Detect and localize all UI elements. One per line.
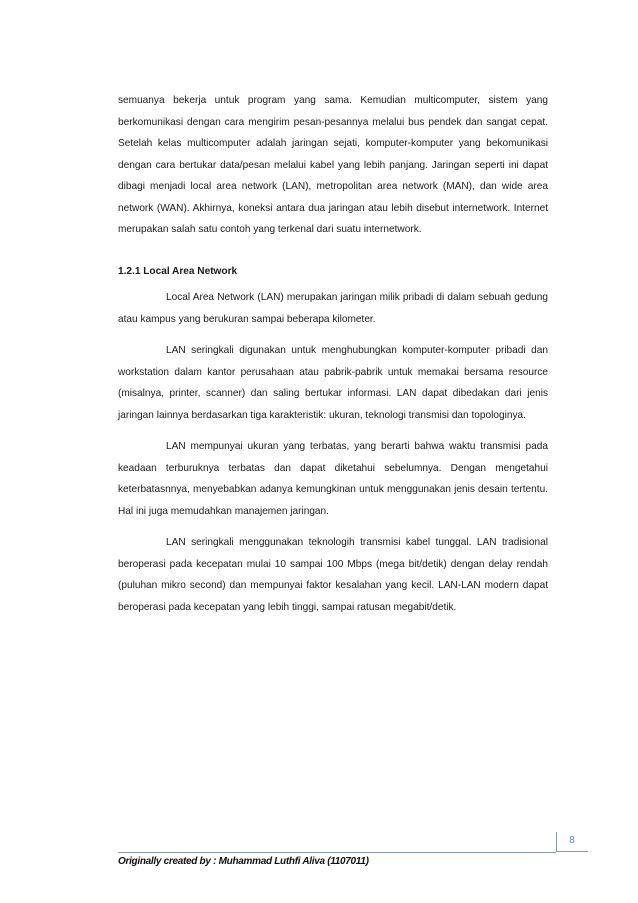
body-paragraph-2: LAN seringkali digunakan untuk menghubungkan komputer-komputer pribadi dan workstation dalam kantor perusahaan atau pabrik-pabrik untuk memakai bersama resource (misalnya, printer, scanner) dan saling bertukar informasi. LAN dapat dibedakan dari jenis jaringan lainnya berdasarkan tiga karakteristik: ukuran, teknologi transmisi dan topologinya.: [118, 345, 548, 421]
body-paragraph-4: LAN seringkali menggunakan teknologih transmisi kabel tunggal. LAN tradisional beroperasi pada kecepatan mulai 10 sampai 100 Mbps (mega bit/detik) dengan delay rendah (puluhan mikro second) dan mempunyai faktor kesalahan yang kecil. LAN-LAN modern dapat beroperasi pada kecepatan yang lebih tinggi, sampai ratusan megabit/detik.: [118, 537, 548, 613]
footer-credit: Originally created by : Muhammad Luthfi Aliva (1107011): [118, 856, 369, 867]
page-content: [118, 90, 548, 618]
page-number: 8: [569, 835, 575, 846]
footer-divider: [118, 852, 556, 853]
body-paragraph-1: Local Area Network (LAN) merupakan jaringan milik pribadi di dalam sebuah gedung atau kampus yang berukuran sampai beberapa kilometer.: [118, 292, 548, 325]
intro-paragraph: semuanya bekerja untuk program yang sama. Kemudian multicomputer, sistem yang berkomunikasi dengan cara mengirim pesan-pesannya melalui bus pendek dan sangat cepat. Setelah kelas multicomputer adalah jaringan sejati, komputer-komputer yang bekomunikasi dengan cara bertukar data/pesan melalui kabel yang lebih panjang. Jaringan seperti ini dapat dibagi menjadi local area network (LAN), metropolitan area network (MAN), dan wide area network (WAN). Akhirnya, koneksi antara dua jaringan atau lebih disebut internetwork. Internet merupakan salah satu contoh yang terkenal dari suatu internetwork.: [118, 95, 548, 235]
body-paragraph-3: LAN mempunyai ukuran yang terbatas, yang berarti bahwa waktu transmisi pada keadaan terburuknya terbatas dan dapat diketahui sebelumnya. Dengan mengetahui keterbatasnnya, menyebabkan adanya kemungkinan untuk menggunakan jenis desain tertentu. Hal ini juga memudahkan manajemen jaringan.: [118, 441, 548, 517]
section-heading: 1.2.1 Local Area Network: [118, 265, 238, 277]
